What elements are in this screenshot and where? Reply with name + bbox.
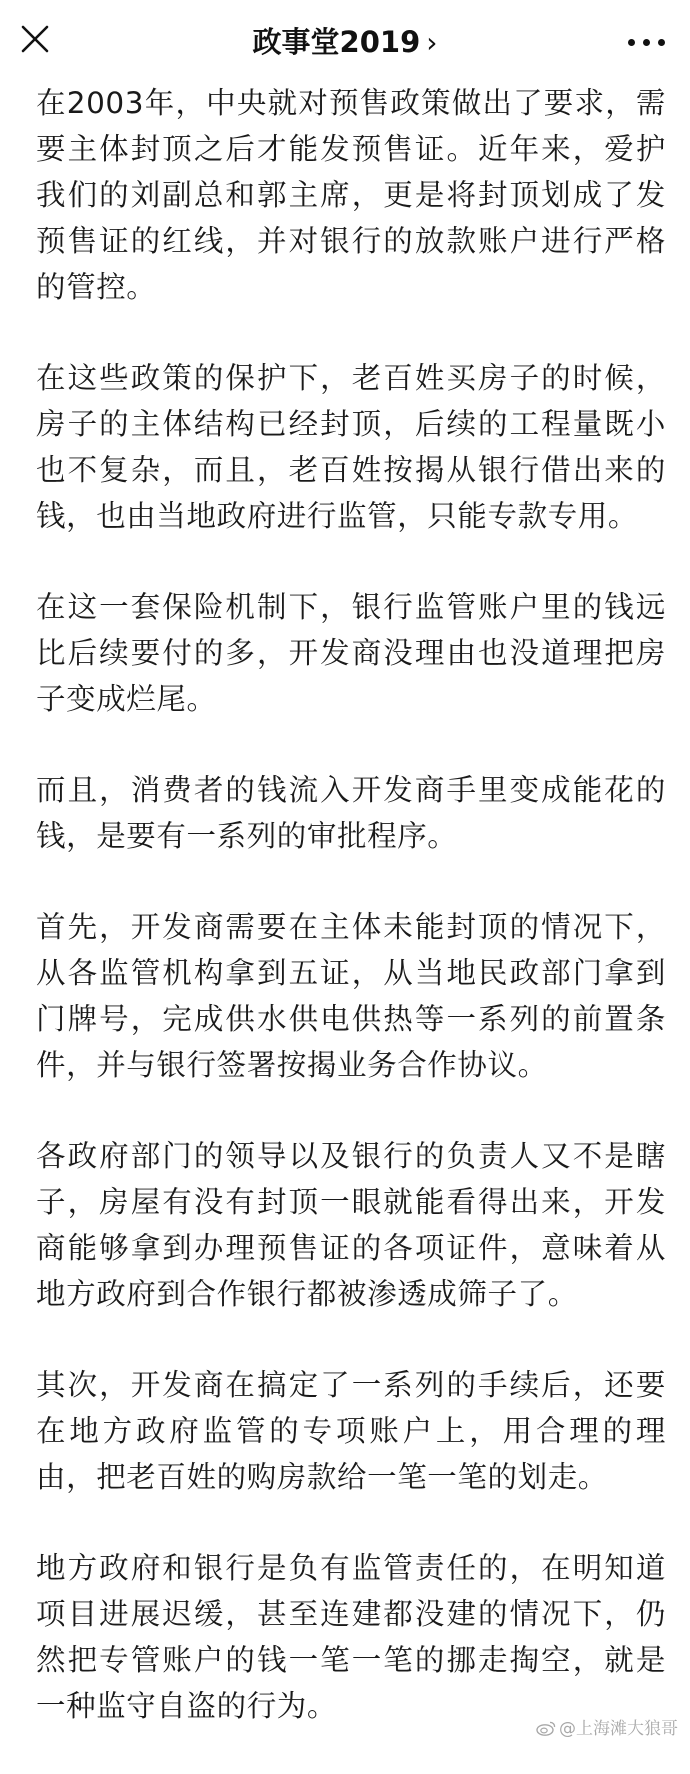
close-button[interactable]	[14, 18, 58, 62]
chevron-right-icon: ›	[426, 26, 438, 59]
account-title: 政事堂2019	[252, 25, 421, 59]
article-paragraph: 在这一套保险机制下，银行监管账户里的钱远比后续要付的多，开发商没理由也没道理把房子变成烂尾。	[36, 590, 666, 716]
article-body	[36, 80, 666, 1774]
article-paragraph: 而且，消费者的钱流入开发商手里变成能花的钱，是要有一系列的审批程序。	[36, 773, 666, 853]
close-icon	[14, 18, 58, 62]
more-options-button[interactable]	[622, 22, 672, 62]
article-paragraph: 在2003年，中央就对预售政策做出了要求，需要主体封顶之后才能发预售证。近年来，爱护我们的刘副总和郭主席，更是将封顶划成了发预售证的红线，并对银行的放款账户进行严格的管控。	[36, 86, 666, 304]
more-dots-icon	[658, 39, 665, 46]
top-bar	[0, 0, 690, 84]
article-paragraph: 各政府部门的领导以及银行的负责人又不是瞎子，房屋有没有封顶一眼就能看得出来，开发商能够拿到办理预售证的各项证件，意味着从地方政府到合作银行都被渗透成筛子了。	[36, 1139, 666, 1311]
article-paragraph: 在这些政策的保护下，老百姓买房子的时候，房子的主体结构已经封顶，后续的工程量既小也不复杂，而且，老百姓按揭从银行借出来的钱，也由当地政府进行监管，只能专款专用。	[36, 361, 666, 533]
article-paragraph: 地方政府和银行是负有监管责任的，在明知道项目进展迟缓，甚至连建都没建的情况下，仍然把专管账户的钱一笔一笔的挪走掏空，就是一种监守自盗的行为。	[36, 1551, 666, 1723]
more-dots-icon	[643, 39, 650, 46]
article-paragraph: 其次，开发商在搞定了一系列的手续后，还要在地方政府监管的专项账户上，用合理的理由，把老百姓的购房款给一笔一笔的划走。	[36, 1368, 666, 1494]
article-paragraph: 首先，开发商需要在主体未能封顶的情况下，从各监管机构拿到五证，从当地民政部门拿到门牌号，完成供水供电供热等一系列的前置条件，并与银行签署按揭业务合作协议。	[36, 910, 666, 1082]
account-title-button[interactable]	[195, 22, 495, 62]
watermark-text: @上海滩大狼哥	[559, 1719, 678, 1739]
weibo-icon	[536, 1720, 556, 1736]
watermark	[536, 1717, 678, 1741]
more-dots-icon	[628, 39, 635, 46]
